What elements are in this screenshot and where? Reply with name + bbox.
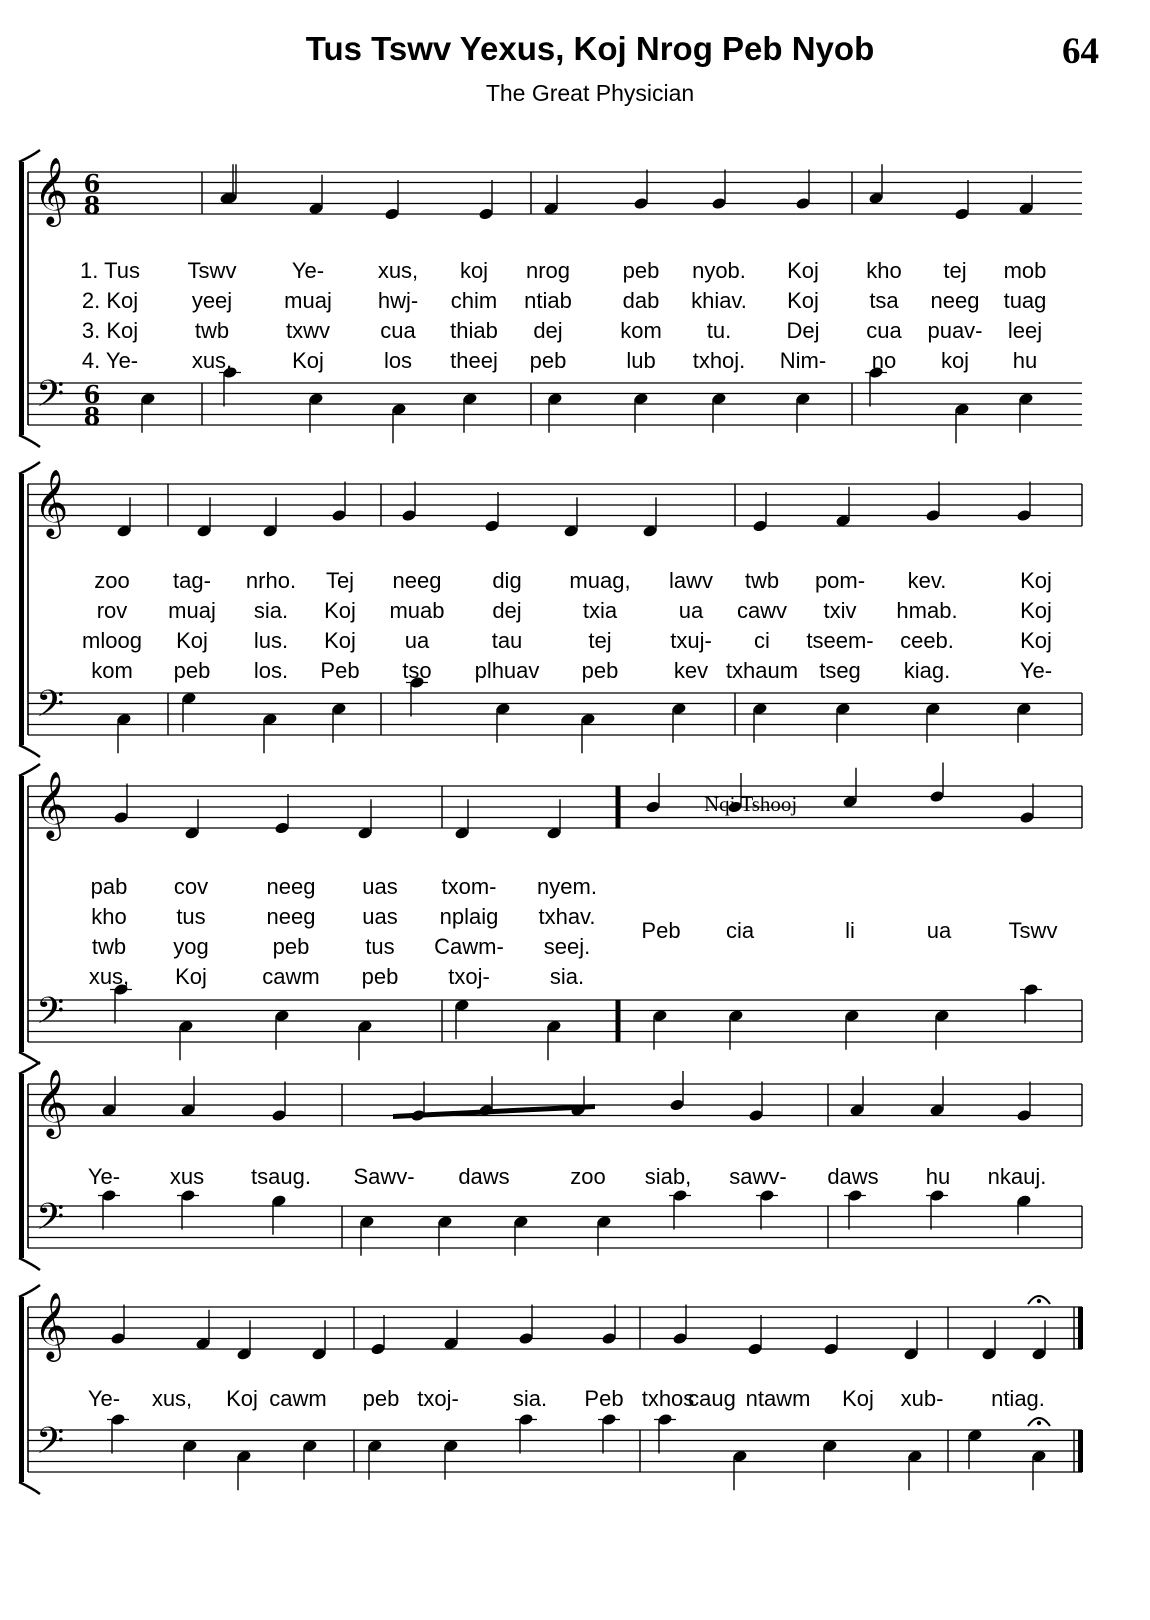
fermata-dot: [1037, 1299, 1041, 1303]
lyric-syllable: ua: [404, 628, 430, 653]
lyric-syllable: txoj-: [448, 964, 490, 989]
lyric-syllable: txhaum: [725, 658, 799, 683]
lyric-syllable: xus,: [377, 258, 419, 283]
lyric-syllable: cua: [380, 318, 416, 343]
lyric-syllable: tseg: [819, 658, 861, 683]
lyric-syllable: Tswv: [187, 258, 237, 283]
lyric-syllable: koj: [940, 348, 970, 373]
lyric-syllable: 4. Ye-: [81, 348, 139, 373]
lyric-syllable: hu: [925, 1164, 951, 1189]
lyric-syllable: kho: [866, 258, 902, 283]
lyric-syllable: twb: [194, 318, 230, 343]
lyric-syllable: los: [383, 348, 413, 373]
lyric-syllable: tso: [402, 658, 432, 683]
lyric-syllable: kho: [91, 904, 127, 929]
lyric-syllable: Ye-: [1019, 658, 1053, 683]
lyric-syllable: zoo: [570, 1164, 606, 1189]
lyric-syllable: txhoj.: [692, 348, 746, 373]
lyric-syllable: kev.: [907, 568, 947, 593]
lyric-syllable: tseem-: [806, 628, 874, 653]
lyric-syllable: mloog: [82, 628, 142, 653]
bracket-hook: [19, 1482, 40, 1494]
treble-time-bottom: 8: [83, 191, 101, 220]
lyric-syllable: Sawv-: [353, 1164, 415, 1189]
lyric-syllable: xus,: [151, 1386, 193, 1411]
hymn-number: 64: [1062, 31, 1099, 72]
lyric-syllable: li: [845, 918, 855, 943]
system-bracket: [19, 1074, 24, 1258]
lyric-syllable: dej: [533, 318, 563, 343]
lyric-syllable: Koj: [1020, 598, 1052, 623]
bass-clef: 𝄢: [36, 990, 65, 1041]
lyric-syllable: Peb: [584, 1386, 624, 1411]
bracket-hook: [19, 1258, 40, 1270]
lyric-syllable: 2. Koj: [81, 288, 139, 313]
lyric-syllable: kiag.: [903, 658, 951, 683]
lyric-syllable: Peb: [641, 918, 681, 943]
lyric-syllable: zoo: [94, 568, 130, 593]
lyric-syllable: koj: [459, 258, 489, 283]
lyric-syllable: tus: [176, 904, 206, 929]
lyric-syllable: pom-: [814, 568, 866, 593]
lyric-syllable: Koj: [176, 628, 208, 653]
final-bar-thick: [1078, 1307, 1083, 1349]
lyric-syllable: sia.: [512, 1386, 548, 1411]
lyric-syllable: plhuav: [474, 658, 540, 683]
refrain-label: Nqi Tshooj: [704, 792, 798, 816]
bracket-hook: [19, 745, 40, 757]
refrain-bar-line: [616, 786, 621, 828]
lyric-syllable: khiav.: [691, 288, 747, 313]
lyric-syllable: txwv: [286, 318, 330, 343]
lyric-syllable: lawv: [668, 568, 714, 593]
lyric-syllable: peb: [173, 658, 211, 683]
lyric-syllable: nrho.: [245, 568, 297, 593]
lyric-syllable: puav-: [927, 318, 983, 343]
lyric-syllable: Koj: [1020, 628, 1052, 653]
lyric-syllable: txom-: [441, 874, 497, 899]
lyric-syllable: muaj: [284, 288, 332, 313]
bass-clef: 𝄢: [36, 1420, 65, 1471]
lyric-syllable: los.: [253, 658, 289, 683]
bass-clef: 𝄢: [36, 683, 65, 734]
lyric-syllable: hu: [1012, 348, 1038, 373]
bass-time-bottom: 8: [83, 402, 101, 431]
bracket-hook: [19, 435, 40, 447]
lyric-syllable: nplaig: [439, 904, 499, 929]
lyric-syllable: tus: [365, 934, 395, 959]
lyric-syllable: twb: [91, 934, 127, 959]
lyric-syllable: Koj: [787, 288, 819, 313]
lyric-syllable: cia: [725, 918, 755, 943]
lyric-syllable: neeg: [266, 904, 316, 929]
lyric-syllable: leej: [1007, 318, 1043, 343]
lyric-syllable: Koj: [324, 628, 356, 653]
lyric-syllable: txiv: [823, 598, 857, 623]
lyric-syllable: peb: [529, 348, 567, 373]
lyric-syllable: ntiag.: [991, 1386, 1045, 1411]
lyric-syllable: Ye-: [291, 258, 325, 283]
lyric-syllable: daws: [458, 1164, 510, 1189]
lyric-syllable: tuag: [1003, 288, 1047, 313]
lyric-syllable: caug: [688, 1386, 736, 1411]
system-bracket: [19, 474, 24, 745]
lyric-syllable: Koj: [1020, 568, 1052, 593]
lyric-syllable: hmab.: [896, 598, 958, 623]
lyric-syllable: seej.: [543, 934, 591, 959]
fermata-dot: [1037, 1421, 1041, 1425]
lyric-syllable: twb: [744, 568, 780, 593]
lyric-syllable: uas: [362, 904, 398, 929]
lyric-syllable: ceeb.: [900, 628, 954, 653]
lyric-syllable: kom: [91, 658, 133, 683]
lyric-syllable: Peb: [320, 658, 360, 683]
lyric-syllable: neeg: [266, 874, 316, 899]
lyric-syllable: cua: [866, 318, 902, 343]
treble-clef: 𝄞: [34, 156, 69, 224]
lyric-syllable: xus,: [191, 348, 233, 373]
lyric-syllable: kev: [673, 658, 709, 683]
lyric-syllable: Tej: [325, 568, 355, 593]
lyric-syllable: rov: [96, 598, 128, 623]
lyric-syllable: Koj: [292, 348, 324, 373]
treble-time-top: 6: [83, 169, 101, 198]
lyric-syllable: ntiab: [524, 288, 572, 313]
lyric-syllable: Ye-: [87, 1164, 121, 1189]
lyric-syllable: neeg: [930, 288, 980, 313]
lyric-syllable: sia.: [253, 598, 289, 623]
lyric-syllable: mob: [1003, 258, 1047, 283]
lyric-syllable: peb: [581, 658, 619, 683]
lyric-syllable: peb: [272, 934, 310, 959]
treble-clef: 𝄞: [34, 1068, 69, 1136]
lyric-syllable: Koj: [175, 964, 207, 989]
treble-clef: 𝄞: [34, 468, 69, 536]
lyric-syllable: nyob.: [692, 258, 746, 283]
lyric-syllable: txhav.: [538, 904, 596, 929]
hymn-title: Tus Tswv Yexus, Koj Nrog Peb Nyob: [305, 30, 875, 67]
bass-time-top: 6: [83, 380, 101, 409]
lyric-syllable: cawm: [269, 1386, 327, 1411]
lyric-syllable: Nim-: [779, 348, 827, 373]
lyric-syllable: tsa: [869, 288, 899, 313]
lyric-syllable: kom: [620, 318, 662, 343]
lyric-syllable: lub: [626, 348, 656, 373]
system-bracket: [19, 1297, 24, 1482]
lyric-syllable: txuj-: [670, 628, 712, 653]
lyric-syllable: txhos: [641, 1386, 695, 1411]
lyric-syllable: siab,: [644, 1164, 692, 1189]
lyric-syllable: lus.: [253, 628, 289, 653]
lyric-syllable: ci: [754, 628, 770, 653]
lyric-syllable: yeej: [191, 288, 233, 313]
lyric-syllable: tu.: [706, 318, 732, 343]
lyric-syllable: dig: [492, 568, 522, 593]
final-bar-thick: [1078, 1430, 1083, 1472]
lyric-syllable: tag-: [173, 568, 211, 593]
lyric-syllable: nyem.: [537, 874, 597, 899]
lyric-syllable: tej: [943, 258, 967, 283]
lyric-syllable: nrog: [525, 258, 571, 283]
lyric-syllable: uas: [362, 874, 398, 899]
lyric-syllable: theej: [450, 348, 498, 373]
lyric-syllable: txoj-: [417, 1386, 459, 1411]
refrain-bar-line: [1081, 786, 1082, 828]
lyric-syllable: cawv: [736, 598, 788, 623]
lyric-syllable: 3. Koj: [81, 318, 139, 343]
system-bracket: [19, 162, 24, 435]
lyric-syllable: Koj: [787, 258, 819, 283]
bracket-hook: [19, 1052, 40, 1064]
lyric-syllable: cawm: [262, 964, 320, 989]
lyric-syllable: nkauj.: [987, 1164, 1047, 1189]
lyric-syllable: peb: [361, 964, 399, 989]
lyric-syllable: xus,: [88, 964, 130, 989]
lyric-syllable: chim: [450, 288, 498, 313]
lyric-syllable: muag,: [569, 568, 631, 593]
lyric-syllable: tsaug.: [251, 1164, 311, 1189]
refrain-bar-line: [616, 1000, 621, 1042]
bass-clef: 𝄢: [36, 1196, 65, 1247]
lyric-syllable: hwj-: [377, 288, 419, 313]
lyric-syllable: dab: [622, 288, 660, 313]
lyric-syllable: Koj: [226, 1386, 258, 1411]
lyric-syllable: ntawm: [745, 1386, 811, 1411]
lyric-syllable: dej: [492, 598, 522, 623]
lyric-syllable: ua: [926, 918, 952, 943]
lyric-syllable: yog: [173, 934, 209, 959]
lyric-syllable: Koj: [324, 598, 356, 623]
system-bracket: [19, 776, 24, 1052]
lyric-syllable: peb: [362, 1386, 400, 1411]
lyric-syllable: Ye-: [87, 1386, 121, 1411]
lyric-syllable: 1. Tus: [80, 258, 140, 283]
lyric-syllable: Koj: [842, 1386, 874, 1411]
lyric-syllable: peb: [622, 258, 660, 283]
treble-clef: 𝄞: [34, 1291, 69, 1359]
lyric-syllable: muab: [389, 598, 445, 623]
lyric-syllable: xus: [169, 1164, 205, 1189]
hymn-subtitle: The Great Physician: [485, 80, 695, 106]
lyric-syllable: sawv-: [729, 1164, 787, 1189]
lyric-syllable: Tswv: [1008, 918, 1058, 943]
lyric-syllable: neeg: [392, 568, 442, 593]
lyric-syllable: txia: [582, 598, 618, 623]
lyric-syllable: thiab: [450, 318, 498, 343]
lyric-syllable: sia.: [549, 964, 585, 989]
lyric-syllable: xub-: [900, 1386, 944, 1411]
lyric-syllable: tej: [588, 628, 612, 653]
lyric-syllable: pab: [90, 874, 128, 899]
lyric-syllable: tau: [491, 628, 523, 653]
lyric-syllable: muaj: [168, 598, 216, 623]
lyric-syllable: ua: [678, 598, 704, 623]
lyric-syllable: daws: [827, 1164, 879, 1189]
lyric-syllable: no: [871, 348, 897, 373]
bass-clef: 𝄢: [36, 373, 65, 424]
lyric-syllable: Dej: [786, 318, 820, 343]
treble-clef: 𝄞: [34, 770, 69, 838]
refrain-bar-line: [1081, 1000, 1082, 1042]
lyric-syllable: cov: [173, 874, 209, 899]
lyric-syllable: Cawm-: [434, 934, 504, 959]
